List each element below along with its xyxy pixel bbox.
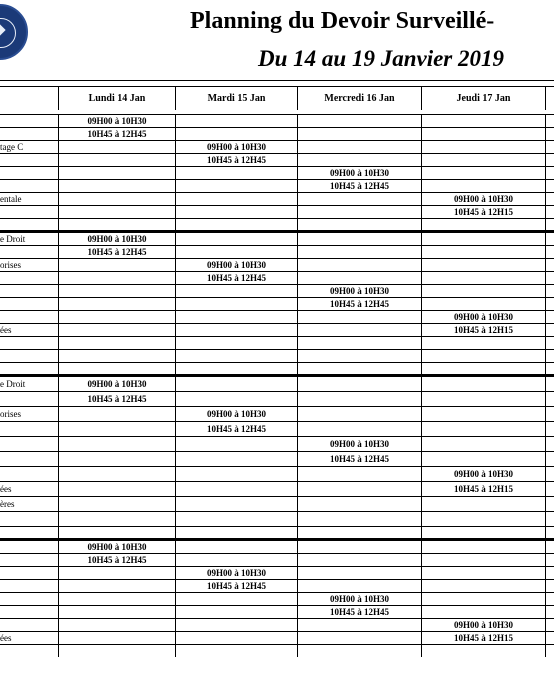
time-slot-cell: [297, 127, 421, 140]
time-slot-cell: 10H45 à 12H45: [297, 179, 421, 192]
time-slot-cell: [175, 496, 297, 511]
time-slot-cell: [58, 349, 175, 362]
time-slot-cell: 09H00 à 10H30: [421, 466, 545, 481]
table-row: [0, 140, 554, 153]
table-row: [0, 323, 554, 336]
subject-cell: [0, 127, 58, 140]
time-slot-cell: [58, 511, 175, 526]
time-slot-cell: 10H45 à 12H45: [58, 245, 175, 258]
time-slot-cell: [545, 127, 554, 140]
time-slot-cell: [545, 205, 554, 218]
time-slot-cell: [58, 284, 175, 297]
subject-cell: ères: [0, 496, 58, 511]
time-slot-cell: [545, 192, 554, 205]
table-row: [0, 297, 554, 310]
time-slot-cell: [421, 644, 545, 657]
subject-cell: [0, 349, 58, 362]
subject-cell: [0, 336, 58, 349]
subject-cell: tage C: [0, 140, 58, 153]
time-slot-cell: [175, 284, 297, 297]
time-slot-cell: 09H00 à 10H30: [297, 592, 421, 605]
time-slot-cell: [175, 605, 297, 618]
time-slot-cell: [58, 605, 175, 618]
time-slot-cell: [421, 436, 545, 451]
time-slot-cell: [175, 436, 297, 451]
time-slot-cell: [175, 618, 297, 631]
subject-cell: [0, 284, 58, 297]
time-slot-cell: [297, 245, 421, 258]
time-slot-cell: [58, 271, 175, 284]
time-slot-cell: [545, 271, 554, 284]
time-slot-cell: [175, 540, 297, 553]
time-slot-cell: [545, 553, 554, 566]
time-slot-cell: [545, 592, 554, 605]
time-slot-cell: [297, 271, 421, 284]
table-row: [0, 336, 554, 349]
time-slot-cell: [297, 376, 421, 391]
subject-cell: [0, 644, 58, 657]
subject-cell: ées: [0, 323, 58, 336]
table-row: [0, 391, 554, 406]
time-slot-cell: [58, 436, 175, 451]
time-slot-cell: 10H45 à 12H45: [297, 297, 421, 310]
time-slot-cell: [421, 605, 545, 618]
table-row: [0, 127, 554, 140]
time-slot-cell: 10H45 à 12H45: [175, 153, 297, 166]
time-slot-cell: [175, 511, 297, 526]
time-slot-cell: [297, 140, 421, 153]
time-slot-cell: [297, 540, 421, 553]
time-slot-cell: [545, 451, 554, 466]
time-slot-cell: [175, 127, 297, 140]
time-slot-cell: [297, 258, 421, 271]
subject-cell: [0, 579, 58, 592]
column-header: Jeudi 17 Jan: [421, 86, 545, 110]
time-slot-cell: [421, 127, 545, 140]
table-row: [0, 511, 554, 526]
time-slot-cell: [545, 540, 554, 553]
subject-cell: [0, 553, 58, 566]
subject-cell: [0, 466, 58, 481]
time-slot-cell: [297, 421, 421, 436]
subject-cell: [0, 540, 58, 553]
time-slot-cell: [58, 205, 175, 218]
time-slot-cell: [421, 114, 545, 127]
time-slot-cell: [421, 511, 545, 526]
time-slot-cell: [545, 114, 554, 127]
time-slot-cell: [297, 323, 421, 336]
subject-cell: [0, 618, 58, 631]
table-row: [0, 631, 554, 644]
time-slot-cell: 09H00 à 10H30: [297, 166, 421, 179]
time-slot-cell: 10H45 à 12H45: [58, 553, 175, 566]
time-slot-cell: [58, 579, 175, 592]
time-slot-cell: [297, 631, 421, 644]
time-slot-cell: [58, 179, 175, 192]
time-slot-cell: [545, 245, 554, 258]
time-slot-cell: [421, 271, 545, 284]
time-slot-cell: 09H00 à 10H30: [421, 192, 545, 205]
time-slot-cell: [421, 166, 545, 179]
header-divider: [0, 80, 554, 81]
time-slot-cell: [421, 553, 545, 566]
table-row: [0, 481, 554, 496]
time-slot-cell: 10H45 à 12H45: [58, 127, 175, 140]
table-row: [0, 540, 554, 553]
time-slot-cell: [545, 153, 554, 166]
time-slot-cell: 10H45 à 12H45: [175, 421, 297, 436]
time-slot-cell: [545, 376, 554, 391]
time-slot-cell: [545, 566, 554, 579]
time-slot-cell: 09H00 à 10H30: [58, 376, 175, 391]
time-slot-cell: [545, 406, 554, 421]
table-row: [0, 605, 554, 618]
subject-cell: entale: [0, 192, 58, 205]
time-slot-cell: [421, 153, 545, 166]
time-slot-cell: 10H45 à 12H45: [297, 451, 421, 466]
subject-cell: [0, 271, 58, 284]
time-slot-cell: [421, 284, 545, 297]
time-slot-cell: [175, 310, 297, 323]
time-slot-cell: 09H00 à 10H30: [175, 566, 297, 579]
time-slot-cell: [297, 153, 421, 166]
time-slot-cell: 09H00 à 10H30: [175, 140, 297, 153]
time-slot-cell: [545, 323, 554, 336]
table-row: [0, 466, 554, 481]
time-slot-cell: [297, 618, 421, 631]
time-slot-cell: [175, 166, 297, 179]
table-row: [0, 284, 554, 297]
table-row: [0, 566, 554, 579]
time-slot-cell: [175, 644, 297, 657]
time-slot-cell: [175, 114, 297, 127]
time-slot-cell: [421, 245, 545, 258]
time-slot-cell: [175, 592, 297, 605]
time-slot-cell: [545, 391, 554, 406]
table-row: [0, 496, 554, 511]
subject-cell: [0, 566, 58, 579]
time-slot-cell: 10H45 à 12H45: [175, 271, 297, 284]
table-row: [0, 451, 554, 466]
subject-cell: [0, 114, 58, 127]
time-slot-cell: [297, 310, 421, 323]
time-slot-cell: [175, 336, 297, 349]
time-slot-cell: [58, 496, 175, 511]
time-slot-cell: [58, 421, 175, 436]
time-slot-cell: [421, 566, 545, 579]
subject-cell: [0, 421, 58, 436]
time-slot-cell: 10H45 à 12H45: [58, 391, 175, 406]
time-slot-cell: [58, 644, 175, 657]
time-slot-cell: [297, 579, 421, 592]
column-header: Mardi 15 Jan: [175, 86, 297, 110]
time-slot-cell: [297, 114, 421, 127]
table-row: [0, 349, 554, 362]
table-row: [0, 205, 554, 218]
table-header-row: [0, 86, 554, 110]
time-slot-cell: [421, 579, 545, 592]
time-slot-cell: [421, 391, 545, 406]
time-slot-cell: [58, 406, 175, 421]
time-slot-cell: [297, 406, 421, 421]
table-row: [0, 376, 554, 391]
time-slot-cell: 09H00 à 10H30: [297, 436, 421, 451]
table-row: [0, 245, 554, 258]
time-slot-cell: [297, 496, 421, 511]
time-slot-cell: [58, 631, 175, 644]
university-seal-icon: [0, 4, 28, 60]
table-row: [0, 553, 554, 566]
time-slot-cell: 10H45 à 12H45: [175, 579, 297, 592]
subject-cell: ées: [0, 631, 58, 644]
time-slot-cell: [421, 336, 545, 349]
time-slot-cell: [175, 205, 297, 218]
time-slot-cell: [421, 496, 545, 511]
column-header: [0, 86, 58, 110]
time-slot-cell: [545, 232, 554, 245]
time-slot-cell: [175, 553, 297, 566]
time-slot-cell: 09H00 à 10H30: [58, 540, 175, 553]
subject-cell: [0, 297, 58, 310]
subject-cell: [0, 166, 58, 179]
time-slot-cell: [58, 481, 175, 496]
column-header: Lundi 14 Jan: [58, 86, 175, 110]
table-row: [0, 436, 554, 451]
column-header: [545, 86, 554, 110]
time-slot-cell: [297, 205, 421, 218]
table-row: [0, 232, 554, 245]
time-slot-cell: 09H00 à 10H30: [297, 284, 421, 297]
subject-cell: e Droit: [0, 232, 58, 245]
time-slot-cell: 09H00 à 10H30: [58, 114, 175, 127]
time-slot-cell: [545, 179, 554, 192]
time-slot-cell: [421, 140, 545, 153]
time-slot-cell: [58, 140, 175, 153]
time-slot-cell: [175, 349, 297, 362]
table-row: [0, 179, 554, 192]
time-slot-cell: [545, 166, 554, 179]
time-slot-cell: [58, 618, 175, 631]
time-slot-cell: [58, 192, 175, 205]
table-row: [0, 644, 554, 657]
time-slot-cell: [58, 153, 175, 166]
time-slot-cell: [297, 232, 421, 245]
time-slot-cell: [297, 391, 421, 406]
time-slot-cell: [545, 258, 554, 271]
time-slot-cell: [175, 451, 297, 466]
time-slot-cell: [175, 232, 297, 245]
table-row: [0, 310, 554, 323]
time-slot-cell: [175, 192, 297, 205]
time-slot-cell: [175, 631, 297, 644]
subject-cell: [0, 592, 58, 605]
table-row: [0, 406, 554, 421]
time-slot-cell: [175, 391, 297, 406]
time-slot-cell: [297, 644, 421, 657]
time-slot-cell: [175, 376, 297, 391]
time-slot-cell: [545, 349, 554, 362]
time-slot-cell: [421, 179, 545, 192]
time-slot-cell: [58, 166, 175, 179]
time-slot-cell: 09H00 à 10H30: [421, 310, 545, 323]
table-row: [0, 579, 554, 592]
time-slot-cell: [421, 592, 545, 605]
time-slot-cell: [297, 481, 421, 496]
time-slot-cell: [545, 605, 554, 618]
time-slot-cell: [58, 466, 175, 481]
time-slot-cell: 10H45 à 12H45: [297, 605, 421, 618]
time-slot-cell: [545, 436, 554, 451]
column-header: Mercredi 16 Jan: [297, 86, 421, 110]
time-slot-cell: [545, 466, 554, 481]
time-slot-cell: 10H45 à 12H15: [421, 481, 545, 496]
table-row: [0, 271, 554, 284]
time-slot-cell: [297, 336, 421, 349]
time-slot-cell: [545, 481, 554, 496]
time-slot-cell: [175, 245, 297, 258]
time-slot-cell: [545, 579, 554, 592]
time-slot-cell: [545, 644, 554, 657]
time-slot-cell: 09H00 à 10H30: [58, 232, 175, 245]
table-row: [0, 192, 554, 205]
time-slot-cell: [175, 481, 297, 496]
time-slot-cell: [545, 297, 554, 310]
subject-cell: [0, 391, 58, 406]
time-slot-cell: [175, 466, 297, 481]
time-slot-cell: [421, 406, 545, 421]
time-slot-cell: [58, 297, 175, 310]
time-slot-cell: [297, 511, 421, 526]
table-row: [0, 166, 554, 179]
subject-cell: [0, 153, 58, 166]
time-slot-cell: 09H00 à 10H30: [175, 258, 297, 271]
time-slot-cell: [545, 421, 554, 436]
subject-cell: [0, 605, 58, 618]
subject-cell: [0, 451, 58, 466]
time-slot-cell: 09H00 à 10H30: [421, 618, 545, 631]
time-slot-cell: [58, 451, 175, 466]
page-subtitle: Du 14 au 19 Janvier 2019: [258, 46, 504, 71]
time-slot-cell: [297, 466, 421, 481]
time-slot-cell: [545, 631, 554, 644]
time-slot-cell: [421, 376, 545, 391]
time-slot-cell: [545, 336, 554, 349]
time-slot-cell: [421, 232, 545, 245]
time-slot-cell: [297, 566, 421, 579]
subject-cell: orises: [0, 406, 58, 421]
time-slot-cell: [175, 179, 297, 192]
subject-cell: [0, 310, 58, 323]
time-slot-cell: 10H45 à 12H15: [421, 631, 545, 644]
time-slot-cell: [58, 310, 175, 323]
time-slot-cell: [421, 421, 545, 436]
time-slot-cell: [175, 323, 297, 336]
table-row: [0, 153, 554, 166]
page-title: Planning du Devoir Surveillé-: [190, 8, 495, 34]
time-slot-cell: [58, 323, 175, 336]
time-slot-cell: 09H00 à 10H30: [175, 406, 297, 421]
subject-cell: e Droit: [0, 376, 58, 391]
subject-cell: [0, 436, 58, 451]
subject-cell: ées: [0, 481, 58, 496]
time-slot-cell: [421, 540, 545, 553]
time-slot-cell: 10H45 à 12H15: [421, 205, 545, 218]
time-slot-cell: [545, 284, 554, 297]
subject-cell: [0, 511, 58, 526]
time-slot-cell: [545, 511, 554, 526]
time-slot-cell: [58, 566, 175, 579]
subject-cell: [0, 245, 58, 258]
time-slot-cell: [58, 336, 175, 349]
table-row: [0, 618, 554, 631]
time-slot-cell: [175, 297, 297, 310]
table-row: [0, 258, 554, 271]
time-slot-cell: [421, 258, 545, 271]
time-slot-cell: [297, 192, 421, 205]
time-slot-cell: [545, 618, 554, 631]
table-row: [0, 421, 554, 436]
time-slot-cell: [421, 349, 545, 362]
table-row: [0, 114, 554, 127]
time-slot-cell: [297, 553, 421, 566]
time-slot-cell: [545, 140, 554, 153]
time-slot-cell: 10H45 à 12H15: [421, 323, 545, 336]
subject-cell: [0, 205, 58, 218]
time-slot-cell: [297, 349, 421, 362]
subject-cell: [0, 179, 58, 192]
subject-cell: orises: [0, 258, 58, 271]
time-slot-cell: [421, 451, 545, 466]
time-slot-cell: [58, 592, 175, 605]
time-slot-cell: [421, 297, 545, 310]
time-slot-cell: [545, 310, 554, 323]
table-row: [0, 592, 554, 605]
time-slot-cell: [58, 258, 175, 271]
time-slot-cell: [545, 496, 554, 511]
